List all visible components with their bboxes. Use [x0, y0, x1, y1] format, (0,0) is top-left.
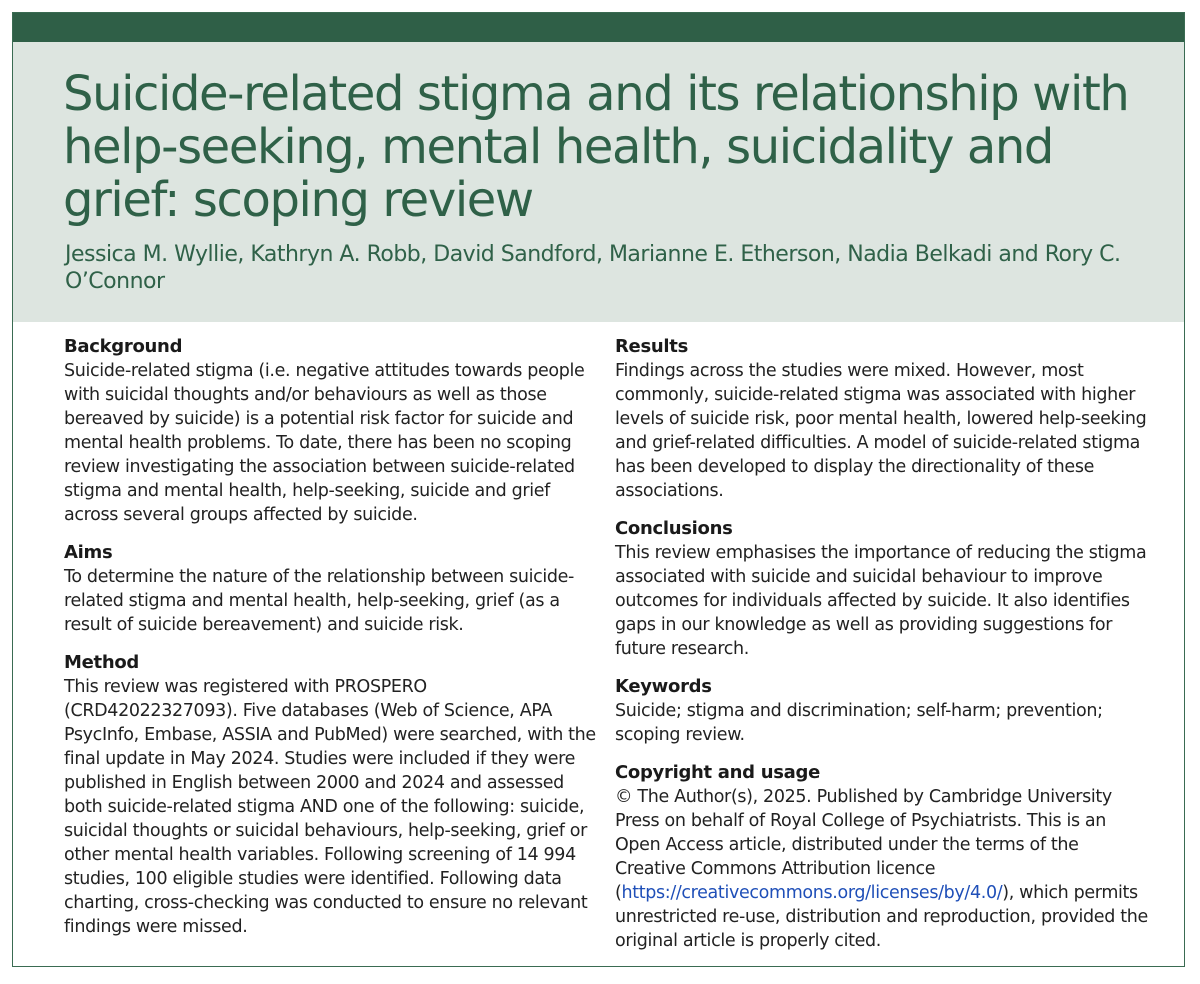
- abstract-right-column: [615, 335, 1150, 953]
- keywords-text: Suicide; stigma and discrimination; self-harm; prevention; scoping review.: [615, 701, 1103, 745]
- aims-text: To determine the nature of the relationship between suicide-related stigma and mental health, help-seeking, grief (as a result of suicide bereavement) and suicide risk.: [64, 567, 575, 635]
- aims-heading: Aims: [64, 542, 113, 563]
- method-heading: Method: [64, 652, 139, 673]
- conclusions-text: This review emphasises the importance of reducing the stigma associated with suicide and suicidal behaviour to improve outcomes for individuals affected by suicide. It also identifies gaps in our knowledge as well as providing suggestions for future research.: [615, 543, 1147, 659]
- copyright-text: [615, 785, 1150, 953]
- method-text: This review was registered with PROSPERO (CRD42022327093). Five databases (Web of Science, APA PsycInfo, Embase, ASSIA and PubMed) were searched, with the final update in May 2024. Studies were included if they were published in English between 2000 and 2024 and assessed both suicide-related stigma AND one of the following: suicide, suicidal thoughts or suicidal behaviours, help-seeking, grief or other mental health variables. Following screening of 14 994 studies, 100 eligible studies were identified. Following data charting, cross-checking was conducted to ensure no relevant findings were missed.: [64, 677, 596, 937]
- copyright-heading: Copyright and usage: [615, 762, 820, 783]
- article-title: Suicide-related stigma and its relationship with help-seeking, mental health, suicidality and grief: scoping review: [63, 66, 1129, 228]
- results-section: [615, 335, 1150, 503]
- copyright-text-end: ), which permits unrestricted re-use, distribution and reproduction, provided the original article is properly cited.: [615, 883, 1148, 951]
- aims-section: [64, 541, 604, 637]
- copyright-section: [615, 761, 1150, 953]
- journal-top-bar: [13, 13, 1184, 42]
- article-authors: Jessica M. Wyllie, Kathryn A. Robb, David Sandford, Marianne E. Etherson, Nadia Belkadi and Rory C. O’Connor: [65, 242, 1121, 294]
- article-frame: [12, 12, 1185, 967]
- results-heading: Results: [615, 336, 688, 357]
- licence-link[interactable]: https://creativecommons.org/licenses/by/4.0/: [621, 883, 1003, 903]
- method-section: [64, 651, 604, 939]
- copyright-text-start: © The Author(s), 2025. Published by Cambridge University Press on behalf of Royal College of Psychiatrists. This is an Open Access article, distributed under the terms of the Creative Commons Attribution licence (: [615, 787, 1112, 903]
- results-text: Findings across the studies were mixed. However, most commonly, suicide-related stigma was associated with higher levels of suicide risk, poor mental health, lowered help-seeking and grief-related difficulties. A model of suicide-related stigma has been developed to display the directionality of these associations.: [615, 361, 1147, 501]
- background-text: Suicide-related stigma (i.e. negative attitudes towards people with suicidal thoughts and/or behaviours as well as those bereaved by suicide) is a potential risk factor for suicide and mental health problems. To date, there has been no scoping review investigating the association between suicide-related stigma and mental health, help-seeking, suicide and grief across several groups affected by suicide.: [64, 361, 585, 525]
- keywords-heading: Keywords: [615, 676, 712, 697]
- conclusions-heading: Conclusions: [615, 518, 733, 539]
- conclusions-section: [615, 517, 1150, 661]
- keywords-section: [615, 675, 1150, 747]
- background-heading: Background: [64, 336, 183, 357]
- abstract-left-column: [64, 335, 604, 939]
- background-section: [64, 335, 604, 527]
